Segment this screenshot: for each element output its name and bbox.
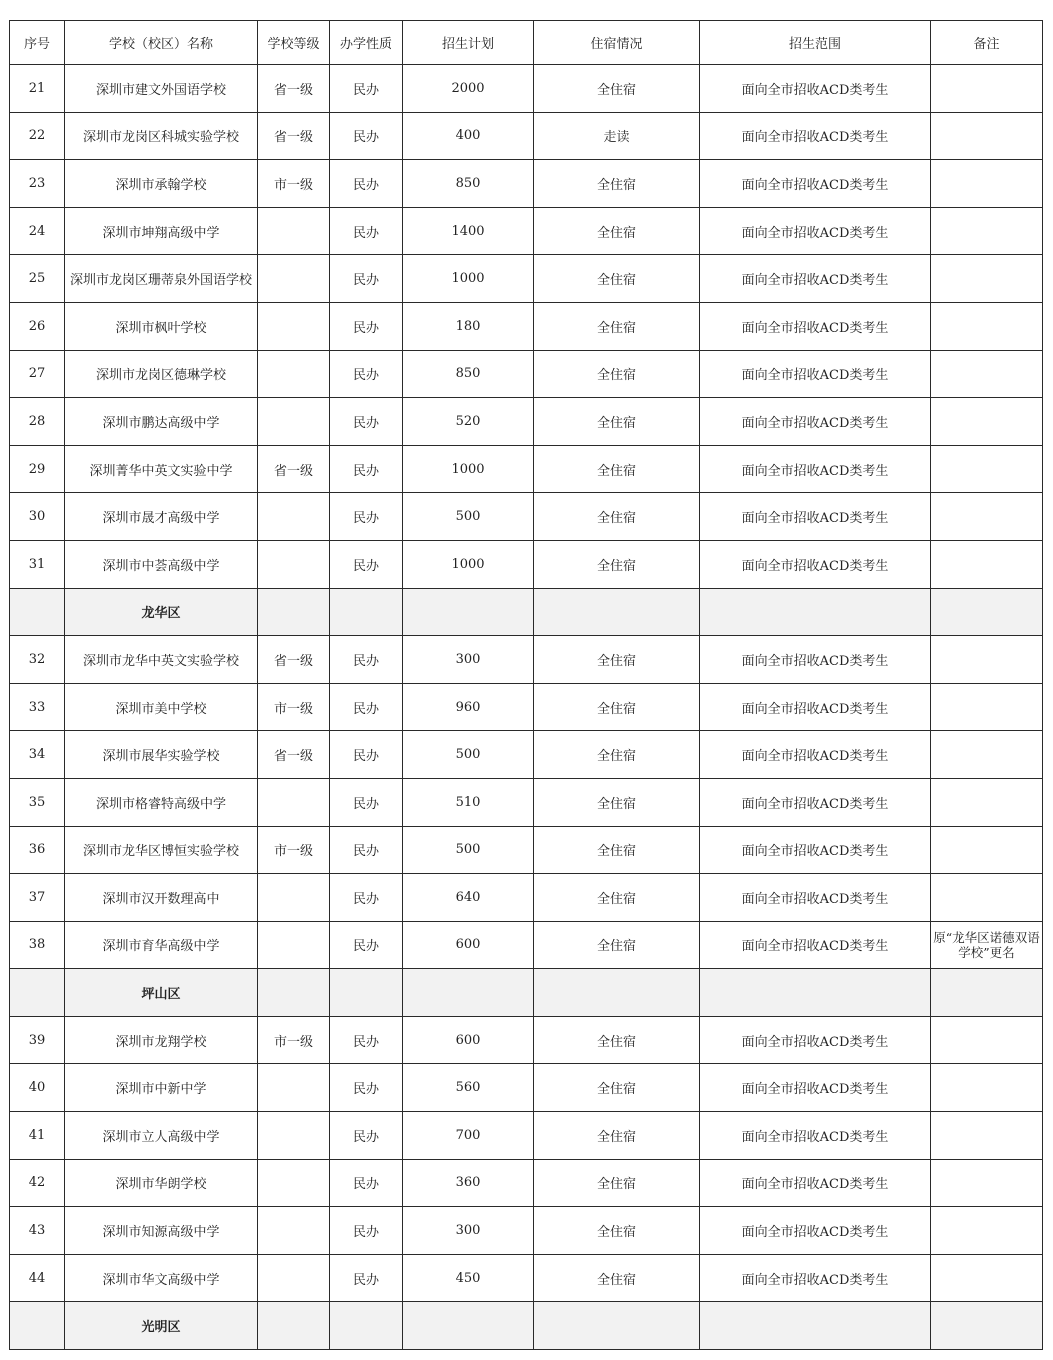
cell-school-type: 民办 [330, 255, 403, 303]
cell-school-name: 深圳市龙华区博恒实验学校 [65, 826, 258, 874]
cell-boarding: 全住宿 [534, 207, 700, 255]
cell-school-name: 深圳市鹏达高级中学 [65, 398, 258, 446]
cell-enrollment-plan: 960 [403, 683, 534, 731]
cell-enrollment-plan: 600 [403, 921, 534, 969]
table-row [10, 1159, 1043, 1207]
cell-enrollment-scope: 面向全市招收ACD类考生 [700, 1064, 931, 1112]
cell-school-type: 民办 [330, 1112, 403, 1160]
cell-boarding: 全住宿 [534, 1207, 700, 1255]
cell-school-type: 民办 [330, 636, 403, 684]
cell-enrollment-plan: 1000 [403, 445, 534, 493]
cell-school-type: 民办 [330, 1016, 403, 1064]
cell-index: 39 [10, 1016, 65, 1064]
cell-remarks [931, 636, 1043, 684]
cell-remarks [931, 1064, 1043, 1112]
cell-boarding: 全住宿 [534, 302, 700, 350]
cell-enrollment-plan: 640 [403, 874, 534, 922]
cell-school-type: 民办 [330, 112, 403, 160]
district-row [10, 1302, 1043, 1350]
cell-school-level [258, 588, 330, 636]
cell-remarks [931, 1159, 1043, 1207]
cell-index: 28 [10, 398, 65, 446]
cell-school-level [258, 1159, 330, 1207]
district-name: 龙华区 [65, 588, 258, 636]
table-row [10, 207, 1043, 255]
cell-boarding: 全住宿 [534, 731, 700, 779]
cell-enrollment-scope: 面向全市招收ACD类考生 [700, 540, 931, 588]
cell-school-type [330, 588, 403, 636]
cell-enrollment-scope: 面向全市招收ACD类考生 [700, 398, 931, 446]
cell-school-name: 深圳市知源高级中学 [65, 1207, 258, 1255]
cell-enrollment-scope: 面向全市招收ACD类考生 [700, 65, 931, 113]
cell-school-name: 深圳市育华高级中学 [65, 921, 258, 969]
header-cell-school-type: 办学性质 [330, 21, 403, 65]
cell-enrollment-scope: 面向全市招收ACD类考生 [700, 1254, 931, 1302]
table-row [10, 874, 1043, 922]
table-row [10, 445, 1043, 493]
cell-remarks [931, 112, 1043, 160]
cell-enrollment-scope: 面向全市招收ACD类考生 [700, 1207, 931, 1255]
cell-school-level [258, 921, 330, 969]
cell-school-type: 民办 [330, 826, 403, 874]
cell-enrollment-plan: 2000 [403, 65, 534, 113]
cell-enrollment-plan: 700 [403, 1112, 534, 1160]
cell-school-name: 深圳市格睿特高级中学 [65, 778, 258, 826]
cell-remarks [931, 302, 1043, 350]
cell-enrollment-plan [403, 1302, 534, 1350]
cell-enrollment-scope: 面向全市招收ACD类考生 [700, 826, 931, 874]
cell-enrollment-plan: 500 [403, 731, 534, 779]
table-row [10, 1064, 1043, 1112]
table-row [10, 398, 1043, 446]
cell-enrollment-scope: 面向全市招收ACD类考生 [700, 921, 931, 969]
cell-enrollment-scope: 面向全市招收ACD类考生 [700, 207, 931, 255]
cell-enrollment-scope: 面向全市招收ACD类考生 [700, 778, 931, 826]
cell-enrollment-scope: 面向全市招收ACD类考生 [700, 683, 931, 731]
cell-index: 29 [10, 445, 65, 493]
cell-school-type: 民办 [330, 350, 403, 398]
cell-school-type: 民办 [330, 1159, 403, 1207]
cell-school-type: 民办 [330, 874, 403, 922]
cell-index: 27 [10, 350, 65, 398]
cell-enrollment-scope: 面向全市招收ACD类考生 [700, 1112, 931, 1160]
cell-school-level [258, 1064, 330, 1112]
cell-school-level: 省一级 [258, 65, 330, 113]
cell-school-name: 深圳市承翰学校 [65, 160, 258, 208]
cell-school-type [330, 969, 403, 1017]
cell-index: 44 [10, 1254, 65, 1302]
cell-remarks [931, 1207, 1043, 1255]
cell-index: 41 [10, 1112, 65, 1160]
cell-school-name: 深圳市汉开数理高中 [65, 874, 258, 922]
cell-remarks [931, 160, 1043, 208]
cell-school-type: 民办 [330, 160, 403, 208]
table-row [10, 112, 1043, 160]
cell-index: 43 [10, 1207, 65, 1255]
cell-index: 40 [10, 1064, 65, 1112]
cell-enrollment-plan: 560 [403, 1064, 534, 1112]
cell-remarks [931, 588, 1043, 636]
table-row [10, 731, 1043, 779]
cell-remarks [931, 969, 1043, 1017]
cell-index: 33 [10, 683, 65, 731]
cell-index: 31 [10, 540, 65, 588]
cell-enrollment-plan [403, 588, 534, 636]
cell-remarks [931, 826, 1043, 874]
cell-index: 30 [10, 493, 65, 541]
table-row [10, 1254, 1043, 1302]
enrollment-table [9, 20, 1043, 1350]
cell-school-name: 深圳市建文外国语学校 [65, 65, 258, 113]
table-row [10, 921, 1043, 969]
cell-index [10, 588, 65, 636]
cell-enrollment-plan [403, 969, 534, 1017]
cell-boarding: 全住宿 [534, 1159, 700, 1207]
cell-index: 26 [10, 302, 65, 350]
cell-school-level [258, 778, 330, 826]
cell-school-type: 民办 [330, 445, 403, 493]
cell-boarding: 全住宿 [534, 683, 700, 731]
cell-enrollment-plan: 850 [403, 160, 534, 208]
cell-boarding: 全住宿 [534, 255, 700, 303]
cell-index: 32 [10, 636, 65, 684]
cell-school-level: 省一级 [258, 731, 330, 779]
cell-school-type: 民办 [330, 778, 403, 826]
cell-enrollment-scope: 面向全市招收ACD类考生 [700, 874, 931, 922]
cell-index: 42 [10, 1159, 65, 1207]
cell-remarks [931, 65, 1043, 113]
cell-school-type: 民办 [330, 1254, 403, 1302]
cell-enrollment-scope: 面向全市招收ACD类考生 [700, 1016, 931, 1064]
cell-enrollment-scope: 面向全市招收ACD类考生 [700, 445, 931, 493]
cell-boarding [534, 969, 700, 1017]
cell-school-name: 深圳市华朗学校 [65, 1159, 258, 1207]
table-row [10, 1207, 1043, 1255]
cell-school-level [258, 1207, 330, 1255]
cell-school-level: 省一级 [258, 445, 330, 493]
cell-index: 24 [10, 207, 65, 255]
header-cell-index: 序号 [10, 21, 65, 65]
cell-school-name: 深圳市中新中学 [65, 1064, 258, 1112]
cell-enrollment-scope: 面向全市招收ACD类考生 [700, 350, 931, 398]
cell-school-level [258, 398, 330, 446]
cell-remarks [931, 398, 1043, 446]
cell-enrollment-scope [700, 588, 931, 636]
cell-school-name: 深圳市美中学校 [65, 683, 258, 731]
table-row [10, 160, 1043, 208]
cell-school-type: 民办 [330, 207, 403, 255]
cell-enrollment-scope: 面向全市招收ACD类考生 [700, 255, 931, 303]
cell-remarks [931, 1112, 1043, 1160]
table-row [10, 493, 1043, 541]
cell-enrollment-plan: 300 [403, 636, 534, 684]
cell-boarding: 全住宿 [534, 65, 700, 113]
cell-enrollment-plan: 520 [403, 398, 534, 446]
cell-school-type: 民办 [330, 540, 403, 588]
table-row [10, 683, 1043, 731]
cell-school-level [258, 302, 330, 350]
cell-school-type: 民办 [330, 921, 403, 969]
cell-remarks [931, 1016, 1043, 1064]
cell-school-level [258, 874, 330, 922]
cell-school-level [258, 493, 330, 541]
header-row [10, 21, 1043, 65]
cell-remarks [931, 731, 1043, 779]
cell-index: 35 [10, 778, 65, 826]
cell-boarding: 全住宿 [534, 160, 700, 208]
table-body [10, 65, 1043, 1350]
header-cell-enrollment-plan: 招生计划 [403, 21, 534, 65]
cell-index: 21 [10, 65, 65, 113]
district-name: 光明区 [65, 1302, 258, 1350]
cell-school-name: 深圳市立人高级中学 [65, 1112, 258, 1160]
cell-boarding: 全住宿 [534, 874, 700, 922]
table-row [10, 1112, 1043, 1160]
cell-school-level: 市一级 [258, 1016, 330, 1064]
header-cell-school-name: 学校（校区）名称 [65, 21, 258, 65]
district-row [10, 969, 1043, 1017]
cell-school-type: 民办 [330, 683, 403, 731]
cell-enrollment-plan: 600 [403, 1016, 534, 1064]
cell-enrollment-scope [700, 1302, 931, 1350]
cell-school-name: 深圳市龙岗区德琳学校 [65, 350, 258, 398]
cell-index: 37 [10, 874, 65, 922]
cell-enrollment-scope: 面向全市招收ACD类考生 [700, 636, 931, 684]
cell-school-name: 深圳市晟才高级中学 [65, 493, 258, 541]
cell-school-name: 深圳市中荟高级中学 [65, 540, 258, 588]
table-row [10, 636, 1043, 684]
cell-enrollment-scope: 面向全市招收ACD类考生 [700, 302, 931, 350]
cell-enrollment-plan: 360 [403, 1159, 534, 1207]
district-name: 坪山区 [65, 969, 258, 1017]
cell-enrollment-plan: 500 [403, 493, 534, 541]
cell-school-level: 省一级 [258, 636, 330, 684]
cell-school-name: 深圳市坤翔高级中学 [65, 207, 258, 255]
cell-enrollment-scope [700, 969, 931, 1017]
cell-boarding: 走读 [534, 112, 700, 160]
cell-boarding: 全住宿 [534, 826, 700, 874]
cell-boarding: 全住宿 [534, 1016, 700, 1064]
cell-school-name: 深圳市龙翔学校 [65, 1016, 258, 1064]
cell-school-name: 深圳市龙岗区科城实验学校 [65, 112, 258, 160]
header-cell-school-level: 学校等级 [258, 21, 330, 65]
cell-index: 23 [10, 160, 65, 208]
cell-enrollment-plan: 1000 [403, 540, 534, 588]
table-row [10, 826, 1043, 874]
cell-boarding: 全住宿 [534, 540, 700, 588]
table-row [10, 350, 1043, 398]
cell-enrollment-plan: 850 [403, 350, 534, 398]
cell-boarding: 全住宿 [534, 636, 700, 684]
table-row [10, 540, 1043, 588]
cell-index [10, 1302, 65, 1350]
cell-enrollment-scope: 面向全市招收ACD类考生 [700, 731, 931, 779]
cell-enrollment-scope: 面向全市招收ACD类考生 [700, 1159, 931, 1207]
cell-remarks [931, 350, 1043, 398]
table-row [10, 778, 1043, 826]
cell-remarks [931, 255, 1043, 303]
cell-boarding [534, 588, 700, 636]
cell-enrollment-plan: 1000 [403, 255, 534, 303]
cell-school-type: 民办 [330, 1064, 403, 1112]
cell-remarks [931, 1254, 1043, 1302]
cell-remarks [931, 1302, 1043, 1350]
cell-school-type: 民办 [330, 398, 403, 446]
cell-index: 34 [10, 731, 65, 779]
cell-school-level: 市一级 [258, 683, 330, 731]
cell-school-level [258, 540, 330, 588]
cell-school-level [258, 350, 330, 398]
cell-remarks [931, 207, 1043, 255]
cell-school-name: 深圳市华文高级中学 [65, 1254, 258, 1302]
cell-school-name: 深圳市龙岗区珊蒂泉外国语学校 [65, 255, 258, 303]
cell-boarding: 全住宿 [534, 1064, 700, 1112]
cell-school-level [258, 255, 330, 303]
header-cell-remarks: 备注 [931, 21, 1043, 65]
cell-index [10, 969, 65, 1017]
cell-school-type: 民办 [330, 731, 403, 779]
cell-school-type: 民办 [330, 302, 403, 350]
cell-index: 22 [10, 112, 65, 160]
cell-boarding [534, 1302, 700, 1350]
cell-remarks [931, 540, 1043, 588]
header-cell-boarding: 住宿情况 [534, 21, 700, 65]
cell-boarding: 全住宿 [534, 445, 700, 493]
cell-remarks [931, 778, 1043, 826]
cell-boarding: 全住宿 [534, 778, 700, 826]
cell-remarks: 原“龙华区诺德双语学校”更名 [931, 921, 1043, 969]
cell-school-name: 深圳市龙华中英文实验学校 [65, 636, 258, 684]
header-cell-enrollment-scope: 招生范围 [700, 21, 931, 65]
cell-boarding: 全住宿 [534, 350, 700, 398]
cell-school-type: 民办 [330, 65, 403, 113]
cell-school-level [258, 1254, 330, 1302]
cell-enrollment-plan: 300 [403, 1207, 534, 1255]
cell-school-level [258, 1112, 330, 1160]
cell-school-level: 市一级 [258, 160, 330, 208]
cell-enrollment-scope: 面向全市招收ACD类考生 [700, 112, 931, 160]
cell-enrollment-scope: 面向全市招收ACD类考生 [700, 493, 931, 541]
cell-school-level: 市一级 [258, 826, 330, 874]
table-row [10, 65, 1043, 113]
cell-enrollment-plan: 510 [403, 778, 534, 826]
cell-school-name: 深圳市枫叶学校 [65, 302, 258, 350]
cell-index: 36 [10, 826, 65, 874]
cell-enrollment-plan: 1400 [403, 207, 534, 255]
cell-school-type: 民办 [330, 1207, 403, 1255]
cell-school-type [330, 1302, 403, 1350]
cell-boarding: 全住宿 [534, 1254, 700, 1302]
cell-remarks [931, 493, 1043, 541]
table-row [10, 255, 1043, 303]
cell-boarding: 全住宿 [534, 1112, 700, 1160]
cell-school-name: 深圳菁华中英文实验中学 [65, 445, 258, 493]
table-header [10, 21, 1043, 65]
cell-boarding: 全住宿 [534, 493, 700, 541]
district-row [10, 588, 1043, 636]
cell-enrollment-plan: 450 [403, 1254, 534, 1302]
cell-school-level [258, 1302, 330, 1350]
cell-boarding: 全住宿 [534, 921, 700, 969]
cell-remarks [931, 683, 1043, 731]
cell-index: 38 [10, 921, 65, 969]
cell-remarks [931, 874, 1043, 922]
cell-school-level: 省一级 [258, 112, 330, 160]
cell-remarks [931, 445, 1043, 493]
cell-enrollment-scope: 面向全市招收ACD类考生 [700, 160, 931, 208]
cell-school-name: 深圳市展华实验学校 [65, 731, 258, 779]
table-row [10, 302, 1043, 350]
cell-school-level [258, 969, 330, 1017]
cell-enrollment-plan: 500 [403, 826, 534, 874]
cell-school-type: 民办 [330, 493, 403, 541]
cell-school-level [258, 207, 330, 255]
cell-enrollment-plan: 180 [403, 302, 534, 350]
cell-index: 25 [10, 255, 65, 303]
table-row [10, 1016, 1043, 1064]
cell-enrollment-plan: 400 [403, 112, 534, 160]
cell-boarding: 全住宿 [534, 398, 700, 446]
